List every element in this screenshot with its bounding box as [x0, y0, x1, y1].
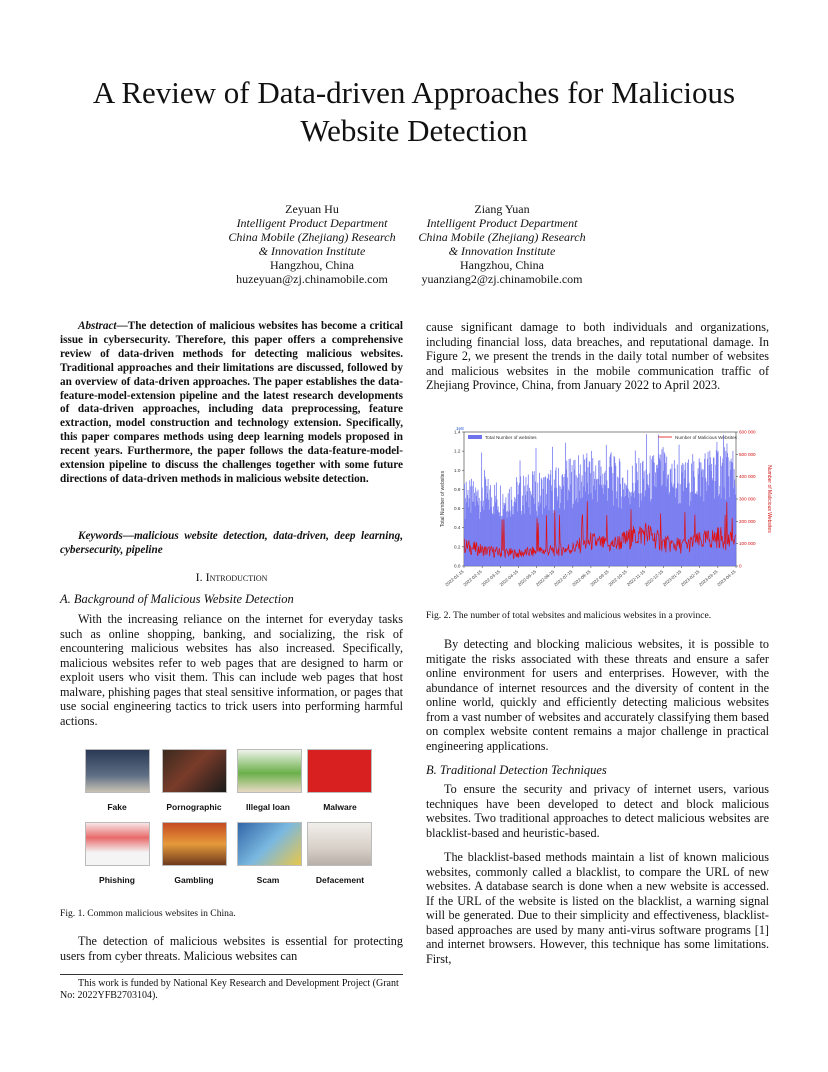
figure-label: Fake [107, 802, 127, 812]
y2-tick-label: 600 000 [739, 429, 756, 435]
figure-label: Illegal loan [246, 802, 290, 812]
x-tick-label: 2022-07-15 [553, 568, 574, 588]
footnote: This work is funded by National Key Research and Development Project (Grant No: 2022YFB2703104). [60, 978, 399, 1001]
x-tick-label: 2022-08-15 [571, 568, 592, 588]
thumbnail-gambling [162, 822, 227, 866]
paragraph [426, 782, 769, 840]
x-tick-label: 2022-04-15 [498, 568, 520, 588]
figure-label: Pornographic [166, 802, 222, 812]
chart-svg [438, 424, 774, 604]
author-name: Zeyuan Hu [285, 202, 339, 216]
paper-title: A Review of Data-driven Approaches for Malicious Website Detection [92, 75, 736, 148]
author-name: Ziang Yuan [474, 202, 530, 216]
x-tick-label: 2022-09-15 [589, 568, 610, 588]
y-tick-label: 0.8 [454, 486, 461, 492]
x-tick-label: 2022-03-15 [480, 568, 501, 588]
figure-caption: Fig. 2. The number of total websites and malicious websites in a province. [426, 610, 712, 621]
subsection-heading: A. Background of Malicious Website Detection [60, 592, 294, 606]
paragraph-text: By detecting and blocking malicious websites, it is possible to mitigate the risks associated with these threats and ensure a safer online environment for users and enterprises. However, with the abundance of internet resources and the diversity of content in the online world, quickly and efficiently detecting malicious websites from a vast number of websites and accurately classifying them based on complex website content remains a major challenge in practical engineering applications. [426, 637, 769, 753]
keywords: Keywords—malicious website detection, data-driven, deep learning, cybersecurity, pipeline [60, 530, 403, 556]
thumbnail-fake [85, 749, 150, 793]
x-tick-label: 2023-03-15 [698, 568, 719, 588]
thumbnail-defacement [307, 822, 372, 866]
figure-1 [80, 745, 383, 895]
paragraph-text: The detection of malicious websites is essential for protecting users from cyber threats. Malicious websites can [60, 934, 403, 963]
author-org: China Mobile (Zhejiang) Research [228, 230, 396, 244]
paragraph [426, 320, 769, 393]
x-tick-label: 2022-05-15 [516, 568, 538, 588]
paragraph-text: To ensure the security and privacy of internet users, various techniques have been developed to detect and block malicious websites. Two traditional approaches to detect malicious websites are blacklist-based and heuristic-based. [426, 782, 769, 840]
x-tick-label: 2022-02-15 [462, 568, 483, 588]
thumbnail-malware [307, 749, 372, 793]
author-org: China Mobile (Zhejiang) Research [418, 230, 586, 244]
footnote-rule [60, 974, 403, 975]
thumbnail-pornographic [162, 749, 227, 793]
section-heading: I. Introduction [195, 570, 268, 584]
y-tick-label: 0.4 [454, 525, 461, 531]
figure-caption: Fig. 1. Common malicious websites in China. [60, 908, 236, 919]
subsection-heading: B. Traditional Detection Techniques [426, 763, 607, 777]
legend-label-total: Total Number of websites [485, 435, 537, 440]
author-city: Hangzhou, China [270, 258, 354, 272]
y2-tick-label: 400 000 [739, 474, 756, 480]
legend-swatch-total [468, 435, 482, 439]
y-axis-label: Total Number of websites [440, 470, 446, 528]
x-tick-label: 2022-01-15 [444, 568, 465, 588]
x-tick-label: 2022-10-15 [607, 568, 628, 588]
legend-label-malicious: Number of Malicious Websites [675, 435, 737, 440]
figure-label: Gambling [174, 875, 214, 885]
paragraph [60, 934, 403, 963]
y2-tick-label: 0 [739, 563, 742, 569]
x-tick-label: 2023-04-15 [716, 568, 737, 588]
author-org2: & Innovation Institute [448, 244, 556, 258]
paragraph-text: With the increasing reliance on the internet for everyday tasks such as online shopping, banking, and socializing, the risk of encountering malicious websites has also increased. Specifically, malicious websites refer to web pages that are designed to harm or exploit users who visit them. This can include web pages that host malware, phishing pages that steal sensitive information, or pages that use social engineering tactics to trick users into performing harmful actions. [60, 612, 403, 728]
y2-tick-label: 500 000 [739, 451, 756, 457]
paragraph [426, 850, 769, 966]
y-tick-label: 0.0 [454, 563, 461, 569]
y-tick-label: 0.6 [454, 506, 461, 512]
x-tick-label: 2022-11-15 [625, 568, 646, 587]
abstract-text: —The detection of malicious websites has become a critical issue in cybersecurity. Therefore, this paper offers a comprehensive review of data-driven methods for detecting malicious websites. Traditional approaches and their limitations are discussed, followed by an overview of data-driven approaches. The paper establishes the data-feature-model-extension pipeline and the latest research developments of data-driven approaches, including data preprocessing, feature extraction, model construction and technology extension. Specifically, this paper compares methods using deep learning models proposed in recent years. Furthermore, the paper follows the data-feature-model-extension pipeline to discuss the challenges together with some future directions of data-driven methods in malicious website detection. [60, 320, 403, 485]
y-tick-label: 0.2 [454, 544, 461, 550]
y2-tick-label: 200 000 [739, 518, 756, 524]
paragraph [426, 637, 769, 753]
paragraph-text: cause significant damage to both individuals and organizations, including financial loss, data breaches, and reputational damage. In Figure 2, we present the trends in the daily total number of websites and malicious websites in the mobile communication traffic of Zhejiang Province, China, from January 2022 to April 2023. [426, 320, 769, 392]
y2-tick-label: 300 000 [739, 496, 756, 502]
author-email: yuanziang2@zj.chinamobile.com [421, 272, 583, 286]
abstract-label: Abstract [78, 320, 117, 332]
figure-label: Phishing [99, 875, 135, 885]
author-dept: Intelligent Product Department [426, 216, 578, 230]
abstract [60, 320, 403, 487]
y-scale-label: 1e8 [456, 426, 464, 431]
figure-label: Scam [256, 875, 280, 885]
author-dept: Intelligent Product Department [236, 216, 388, 230]
x-tick-label: 2022-12-15 [643, 568, 665, 588]
x-tick-label: 2022-06-15 [534, 568, 556, 588]
author-block [402, 202, 602, 286]
y-tick-label: 1.2 [454, 448, 461, 454]
y-tick-label: 1.4 [454, 429, 461, 435]
figure-label: Malware [323, 802, 357, 812]
y2-tick-label: 100 000 [739, 541, 756, 547]
thumbnail-illegal-loan [237, 749, 302, 793]
y-tick-label: 1.0 [454, 467, 461, 473]
author-block [212, 202, 412, 286]
author-city: Hangzhou, China [460, 258, 544, 272]
paragraph-text: The blacklist-based methods maintain a list of known malicious websites, commonly called a blacklist, to compare the URL of new websites. A database search is done when a new website is accessed. If the URL of the website is listed on the blacklist, a warning signal will be generated. Due to their simplicity and effectiveness, blacklist-based approaches are used by many anti-virus software programs [1] and internet browsers. However, this technique has some limitations. First, [426, 850, 769, 966]
y2-axis-label: Number of Malicious Websites [766, 465, 772, 533]
thumbnail-scam [237, 822, 302, 866]
figure-label: Defacement [315, 875, 365, 885]
author-org2: & Innovation Institute [258, 244, 366, 258]
figure-2-chart [438, 424, 774, 604]
x-tick-label: 2023-02-15 [679, 568, 701, 588]
x-tick-label: 2023-01-15 [661, 568, 683, 588]
paragraph [60, 612, 403, 728]
author-email: huzeyuan@zj.chinamobile.com [236, 272, 388, 286]
thumbnail-phishing [85, 822, 150, 866]
bar-total-websites [735, 485, 736, 566]
